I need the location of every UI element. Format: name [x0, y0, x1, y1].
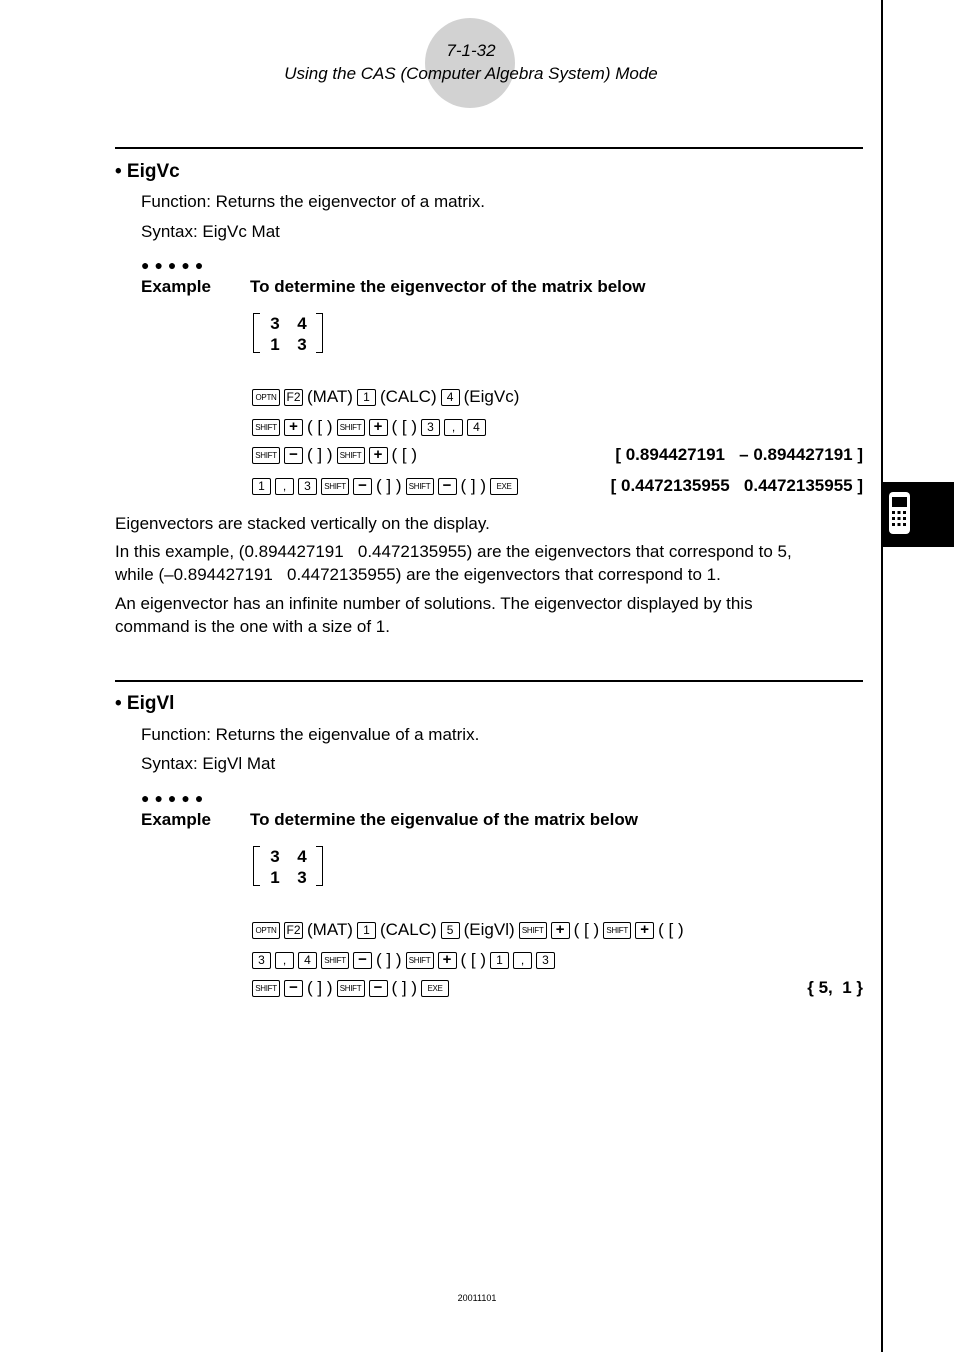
- key-annotation: ( ] ): [460, 476, 486, 495]
- page-subtitle: Using the CAS (Computer Algebra System) Mode: [284, 64, 658, 83]
- key-sequence: [252, 978, 449, 998]
- exe-key: EXE: [421, 980, 449, 997]
- note-text: while (–0.894427191 0.4472135955) are the eigenvectors that correspond to 1.: [115, 565, 721, 584]
- key-1: 1: [357, 922, 376, 939]
- minus-key: −: [369, 980, 388, 997]
- note-text: In this example, (0.894427191 0.4472135955) are the eigenvectors that correspond to 5,: [115, 542, 792, 561]
- example-dots: ●●●●●: [141, 790, 209, 806]
- key-annotation: ( ] ): [376, 950, 402, 969]
- key-5: 5: [441, 922, 460, 939]
- key-1: 1: [490, 952, 509, 969]
- shift-key: SHIFT: [252, 419, 280, 436]
- key-annotation: ( ] ): [376, 476, 402, 495]
- section-rule: [115, 680, 863, 682]
- f2-key: F2: [284, 922, 303, 939]
- section-title-eigvl: • EigVl: [115, 693, 175, 714]
- example-dots: ●●●●●: [141, 257, 209, 273]
- key-sequence: [252, 920, 684, 940]
- result-value: [ 0.4472135955 0.4472135955 ]: [610, 476, 863, 495]
- matrix-cell: 1: [270, 868, 280, 887]
- example-label: Example: [141, 277, 211, 296]
- key-annotation: ( [ ): [391, 417, 417, 436]
- key-sequence: [252, 387, 519, 407]
- key-sequence: [252, 476, 518, 496]
- shift-key: SHIFT: [406, 952, 434, 969]
- matrix-cell: 3: [297, 868, 307, 887]
- key-annotation: (MAT): [307, 387, 353, 406]
- key-annotation: ( [ ): [391, 445, 417, 464]
- comma-key: ,: [444, 419, 463, 436]
- optn-key: OPTN: [252, 389, 280, 406]
- shift-key: SHIFT: [337, 980, 365, 997]
- key-3: 3: [298, 478, 317, 495]
- plus-key: +: [551, 922, 570, 939]
- note-text: Eigenvectors are stacked vertically on the display.: [115, 514, 490, 533]
- f2-key: F2: [284, 389, 303, 406]
- shift-key: SHIFT: [337, 419, 365, 436]
- key-annotation: ( ] ): [307, 978, 333, 997]
- minus-key: −: [353, 478, 372, 495]
- shift-key: SHIFT: [252, 980, 280, 997]
- key-annotation: ( [ ): [658, 920, 684, 939]
- minus-key: −: [353, 952, 372, 969]
- comma-key: ,: [275, 952, 294, 969]
- shift-key: SHIFT: [406, 478, 434, 495]
- minus-key: −: [284, 980, 303, 997]
- key-4: 4: [441, 389, 460, 406]
- key-annotation: (CALC): [379, 920, 437, 939]
- calculator-icon: [883, 482, 954, 547]
- minus-key: −: [438, 478, 457, 495]
- key-annotation: ( [ ): [460, 950, 486, 969]
- matrix-cell: 4: [297, 314, 307, 333]
- function-desc: Function: Returns the eigenvector of a matrix.: [141, 192, 485, 211]
- margin-rule: [881, 0, 883, 1352]
- key-annotation: (CALC): [379, 387, 437, 406]
- key-4: 4: [298, 952, 317, 969]
- section-title-eigvc: • EigVc: [115, 161, 180, 182]
- key-1: 1: [252, 478, 271, 495]
- key-3: 3: [252, 952, 271, 969]
- example-label: Example: [141, 810, 211, 829]
- key-annotation: ( ] ): [307, 445, 333, 464]
- key-sequence: [252, 950, 555, 970]
- plus-key: +: [284, 419, 303, 436]
- matrix-cell: 4: [297, 847, 307, 866]
- key-annotation: ( [ ): [307, 417, 333, 436]
- example-description: To determine the eigenvalue of the matrix below: [250, 810, 638, 829]
- shift-key: SHIFT: [603, 922, 631, 939]
- comma-key: ,: [513, 952, 532, 969]
- minus-key: −: [284, 447, 303, 464]
- matrix-cell: 3: [270, 847, 280, 866]
- optn-key: OPTN: [252, 922, 280, 939]
- page-number: 7-1-32: [446, 41, 496, 60]
- shift-key: SHIFT: [337, 447, 365, 464]
- syntax-desc: Syntax: EigVl Mat: [141, 754, 276, 773]
- key-sequence: [252, 417, 486, 437]
- shift-key: SHIFT: [321, 478, 349, 495]
- function-desc: Function: Returns the eigenvalue of a matrix.: [141, 725, 480, 744]
- key-1: 1: [357, 389, 376, 406]
- note-text: command is the one with a size of 1.: [115, 617, 390, 636]
- key-3: 3: [421, 419, 440, 436]
- key-3: 3: [536, 952, 555, 969]
- matrix-cell: 3: [297, 335, 307, 354]
- matrix: [253, 313, 323, 353]
- exe-key: EXE: [490, 478, 518, 495]
- syntax-desc: Syntax: EigVc Mat: [141, 222, 280, 241]
- chapter-tab: [883, 482, 954, 547]
- result-value: [ 0.894427191 – 0.894427191 ]: [615, 445, 863, 464]
- section-rule: [115, 147, 863, 149]
- key-annotation: (EigVl): [463, 920, 515, 939]
- matrix-cell: 1: [270, 335, 280, 354]
- key-annotation: (MAT): [307, 920, 353, 939]
- plus-key: +: [369, 419, 388, 436]
- key-4: 4: [467, 419, 486, 436]
- key-annotation: ( [ ): [573, 920, 600, 939]
- key-sequence: [252, 445, 417, 465]
- shift-key: SHIFT: [321, 952, 349, 969]
- example-description: To determine the eigenvector of the matrix below: [250, 277, 646, 296]
- plus-key: +: [635, 922, 654, 939]
- result-value: { 5, 1 }: [807, 978, 863, 997]
- page-number-badge: [425, 18, 515, 108]
- plus-key: +: [438, 952, 457, 969]
- note-text: An eigenvector has an infinite number of solutions. The eigenvector displayed by this: [115, 594, 753, 613]
- matrix-cell: 3: [270, 314, 280, 333]
- footer-code: 20011101: [457, 1293, 497, 1303]
- shift-key: SHIFT: [519, 922, 547, 939]
- comma-key: ,: [275, 478, 294, 495]
- key-annotation: (EigVc): [463, 387, 520, 406]
- key-annotation: ( ] ): [391, 978, 417, 997]
- matrix: [253, 846, 323, 886]
- plus-key: +: [369, 447, 388, 464]
- shift-key: SHIFT: [252, 447, 280, 464]
